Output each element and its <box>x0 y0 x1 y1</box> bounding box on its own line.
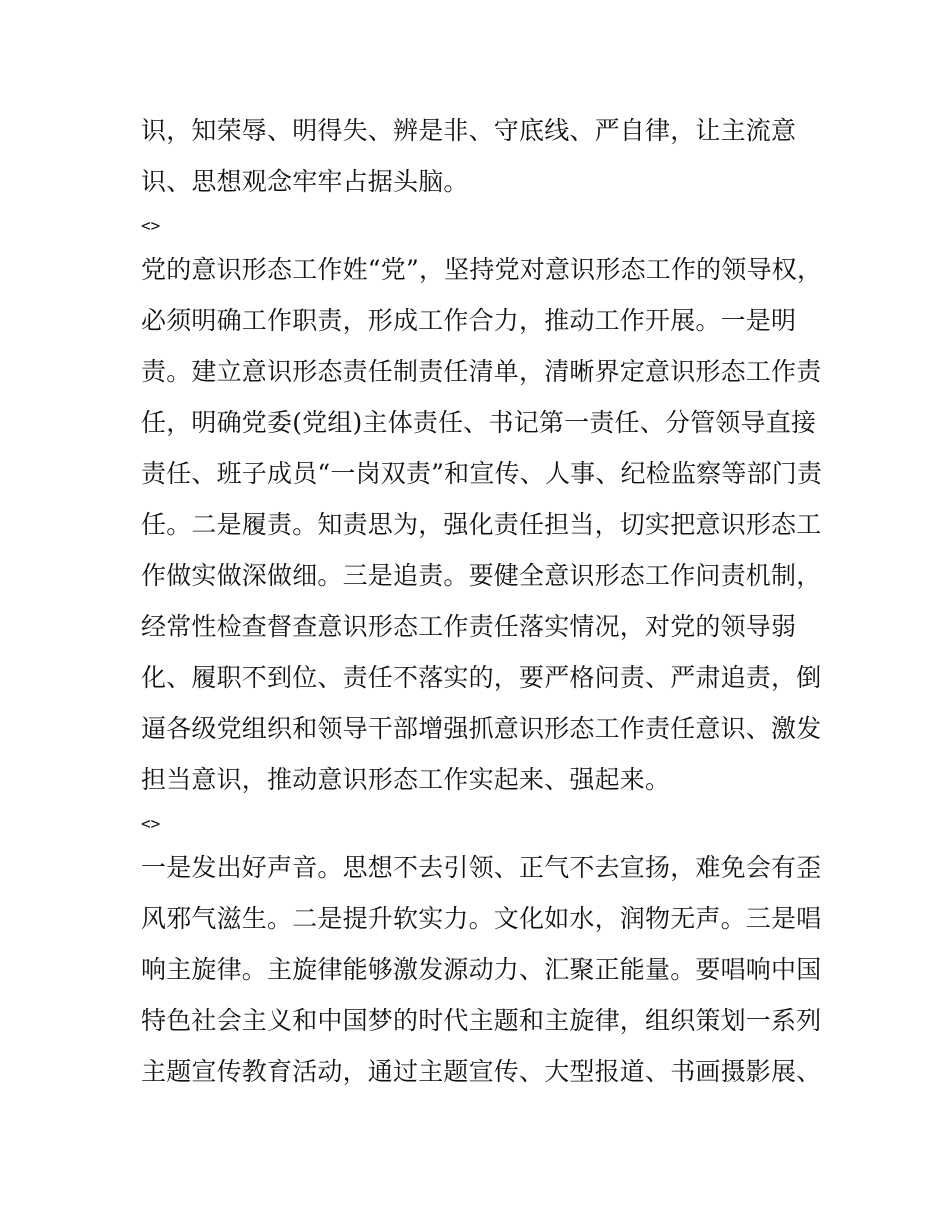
paragraph <box>141 842 831 1097</box>
text-line: 响主旋律。主旋律能够激发源动力、汇聚正能量。要唱响中国 <box>141 955 822 984</box>
section-marker: <> <box>141 216 161 235</box>
text-line: 党的意识形态工作姓“党”，坚持党对意识形态工作的领导权， <box>141 255 823 284</box>
paragraph <box>141 105 831 207</box>
text-line: 主题宣传教育活动，通过主题宣传、大型报道、书画摄影展、 <box>141 1057 822 1086</box>
text-line: 经常性检查督查意识形态工作责任落实情况，对党的领导弱 <box>141 612 797 641</box>
text-line: 化、履职不到位、责任不落实的，要严格问责、严肃追责，倒 <box>141 663 822 692</box>
text-line: 任。二是履责。知责思为，强化责任担当，切实把意识形态工 <box>141 510 822 539</box>
text-line: 识、思想观念牢牢占据头脑。 <box>141 167 469 196</box>
text-line: 特色社会主义和中国梦的时代主题和主旋律，组织策划一系列 <box>141 1006 822 1035</box>
paragraph <box>141 244 831 805</box>
text-line: 担当意识，推动意识形态工作实起来、强起来。 <box>141 765 671 794</box>
text-line: 责任、班子成员“一岗双责”和宣传、人事、纪检监察等部门责 <box>141 459 823 488</box>
section-marker: <> <box>141 814 161 833</box>
text-line: 必须明确工作职责，形成工作合力，推动工作开展。一是明 <box>141 306 797 335</box>
document-body <box>141 105 831 1097</box>
text-line: 一是发出好声音。思想不去引领、正气不去宣扬，难免会有歪 <box>141 853 822 882</box>
text-line: 作做实做深做细。三是追责。要健全意识形态工作问责机制， <box>141 561 822 590</box>
text-line: 逼各级党组织和领导干部增强抓意识形态工作责任意识、激发 <box>141 714 822 743</box>
text-line: 识，知荣辱、明得失、辨是非、守底线、严自律，让主流意 <box>141 116 797 145</box>
text-line: 任，明确党委(党组)主体责任、书记第一责任、分管领导直接 <box>141 408 817 437</box>
text-line: 风邪气滋生。二是提升软实力。文化如水，润物无声。三是唱 <box>141 904 822 933</box>
text-line: 责。建立意识形态责任制责任清单，清晰界定意识形态工作责 <box>141 357 822 386</box>
